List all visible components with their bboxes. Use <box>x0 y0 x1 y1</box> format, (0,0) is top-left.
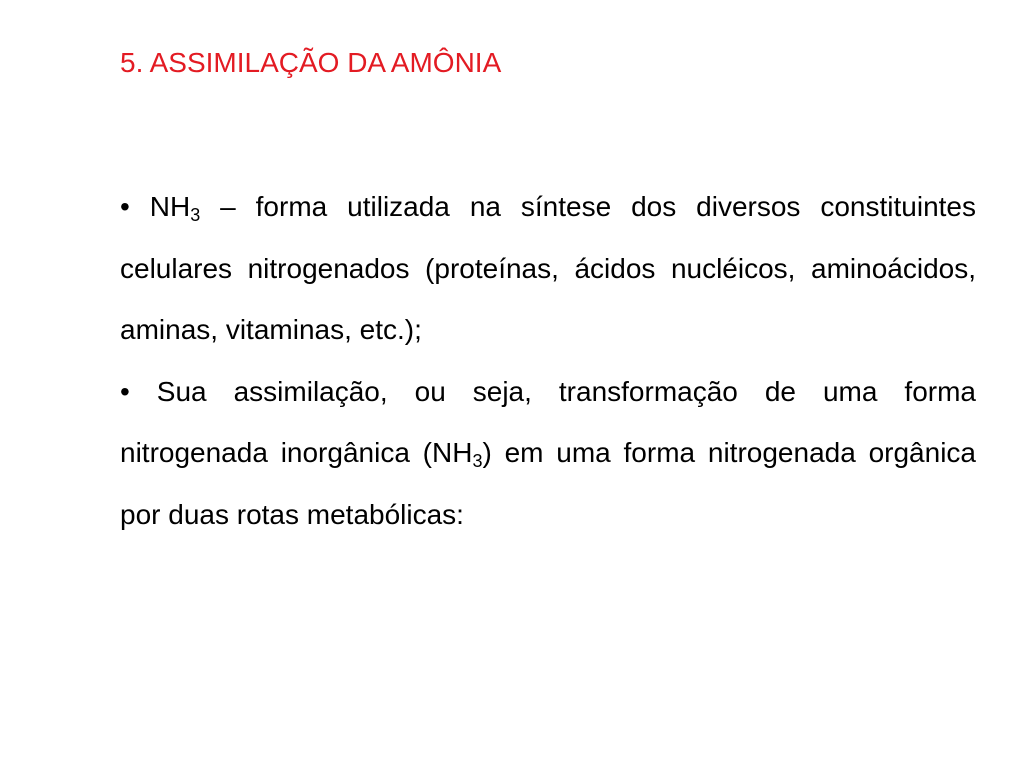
bullet-1-subscript: 3 <box>190 205 201 225</box>
bullet-2-text-before: Sua assimilação, ou seja, transformação de uma forma nitrogenada inorgânica (NH <box>120 375 976 468</box>
bullet-marker: • <box>120 191 130 222</box>
bullet-item-2 <box>120 361 976 546</box>
bullet-2-text-after: ) em uma forma nitrogenada orgânica por duas rotas metabólicas: <box>120 437 976 530</box>
bullet-item-1 <box>120 176 976 361</box>
bullet-marker: • <box>120 375 130 407</box>
bullet-1-text: – forma utilizada na síntese dos diversos constituintes celulares nitrogenados (proteínas, ácidos nucléicos, aminoácidos, aminas, vitaminas, etc.); <box>120 191 977 345</box>
slide-body <box>120 176 976 545</box>
bullet-2-subscript: 3 <box>472 451 483 471</box>
bullet-1-formula: NH <box>149 191 191 222</box>
slide-title: 5. ASSIMILAÇÃO DA AMÔNIA <box>120 47 502 78</box>
